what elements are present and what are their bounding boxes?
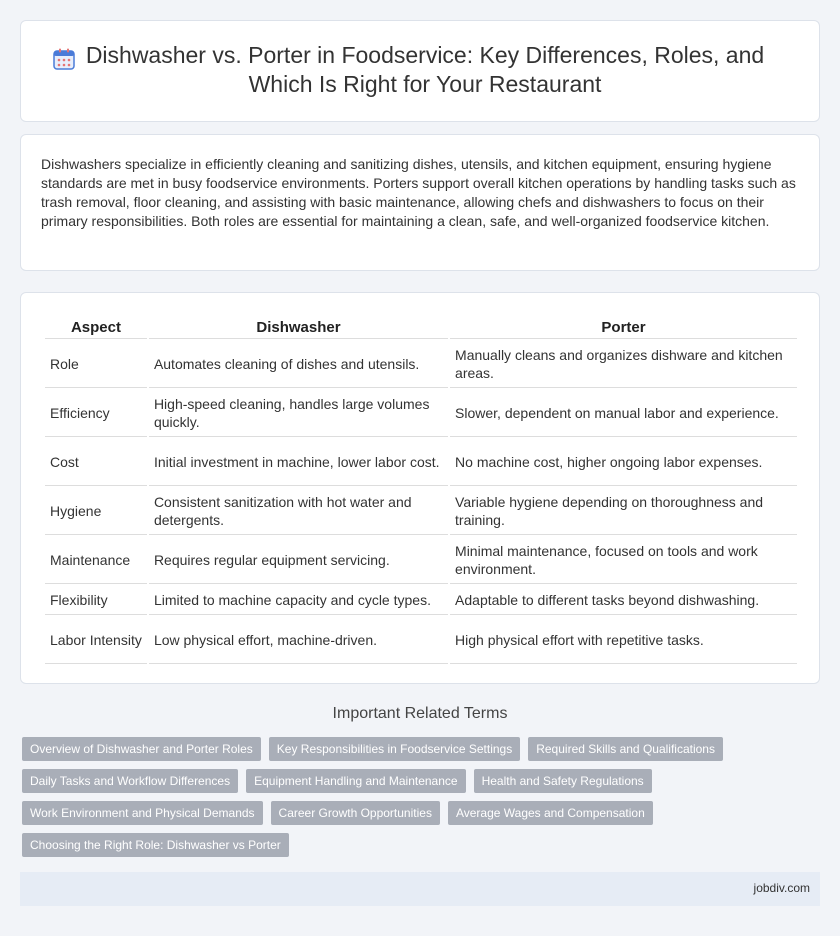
related-tag[interactable]: Daily Tasks and Workflow Differences: [22, 769, 238, 793]
cell-dishwasher: Limited to machine capacity and cycle types.: [149, 586, 448, 615]
related-tag[interactable]: Equipment Handling and Maintenance: [246, 769, 465, 793]
table-row: [45, 439, 797, 486]
related-tag[interactable]: Required Skills and Qualifications: [528, 737, 723, 761]
table-row: [45, 617, 797, 664]
table-row: [45, 488, 797, 535]
cell-dishwasher: Automates cleaning of dishes and utensils.: [149, 341, 448, 388]
cell-aspect: Role: [45, 341, 147, 388]
related-tag[interactable]: Work Environment and Physical Demands: [22, 801, 263, 825]
cell-porter: No machine cost, higher ongoing labor expenses.: [450, 439, 797, 486]
table-row: [45, 586, 797, 615]
cell-aspect: Maintenance: [45, 537, 147, 584]
related-terms-title: Important Related Terms: [332, 705, 508, 722]
page-title: Dishwasher vs. Porter in Foodservice: Key Differences, Roles, and Which Is Right for Your Restaurant: [85, 42, 765, 97]
related-tag[interactable]: Health and Safety Regulations: [474, 769, 652, 793]
intro-paragraph: Dishwashers specialize in efficiently cleaning and sanitizing dishes, utensils, and kitchen equipment, ensuring hygiene standards are met in busy foodservice environments. Porters support overall kitchen operations by handling tasks such as trash removal, floor cleaning, and assisting with basic maintenance, allowing chefs and dishwashers to focus on their primary responsibilities. Both roles are essential for maintaining a clean, safe, and well-organized foodservice kitchen.: [41, 156, 796, 229]
table-row: [45, 341, 797, 388]
cell-dishwasher: High-speed cleaning, handles large volumes quickly.: [149, 390, 448, 437]
header-porter: Porter: [450, 315, 797, 339]
table-row: [45, 390, 797, 437]
table-row: [45, 537, 797, 584]
cell-dishwasher: Low physical effort, machine-driven.: [149, 617, 448, 664]
cell-porter: Variable hygiene depending on thoroughness and training.: [450, 488, 797, 535]
related-tag[interactable]: Overview of Dishwasher and Porter Roles: [22, 737, 261, 761]
related-tag[interactable]: Key Responsibilities in Foodservice Settings: [269, 737, 520, 761]
cell-porter: Slower, dependent on manual labor and experience.: [450, 390, 797, 437]
related-tag[interactable]: Choosing the Right Role: Dishwasher vs Porter: [22, 833, 289, 857]
table-header-row: [45, 315, 797, 339]
footer-site-link[interactable]: jobdiv.com: [753, 881, 810, 895]
header-dishwasher: Dishwasher: [149, 315, 448, 339]
cell-dishwasher: Initial investment in machine, lower labor cost.: [149, 439, 448, 486]
header-card: [20, 20, 820, 122]
cell-aspect: Labor Intensity: [45, 617, 147, 664]
header-aspect: Aspect: [45, 315, 147, 339]
cell-dishwasher: Requires regular equipment servicing.: [149, 537, 448, 584]
cell-porter: Manually cleans and organizes dishware and kitchen areas.: [450, 341, 797, 388]
cell-aspect: Hygiene: [45, 488, 147, 535]
footer: [20, 872, 820, 906]
cell-porter: High physical effort with repetitive tasks.: [450, 617, 797, 664]
cell-porter: Adaptable to different tasks beyond dishwashing.: [450, 586, 797, 615]
related-tag[interactable]: Average Wages and Compensation: [448, 801, 653, 825]
related-tag[interactable]: Career Growth Opportunities: [271, 801, 440, 825]
cell-dishwasher: Consistent sanitization with hot water and detergents.: [149, 488, 448, 535]
cell-aspect: Efficiency: [45, 390, 147, 437]
cell-aspect: Flexibility: [45, 586, 147, 615]
intro-card: [20, 134, 820, 271]
related-terms-list: [22, 737, 822, 857]
comparison-table: [43, 313, 799, 666]
comparison-card: [20, 292, 820, 684]
cell-aspect: Cost: [45, 439, 147, 486]
cell-porter: Minimal maintenance, focused on tools and work environment.: [450, 537, 797, 584]
